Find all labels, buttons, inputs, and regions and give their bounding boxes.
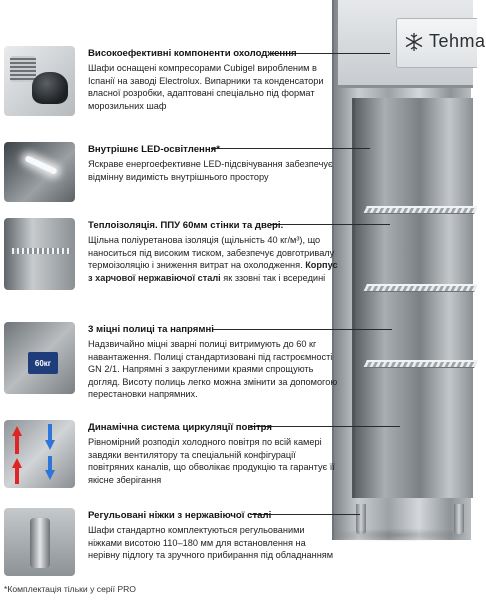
shelf-rail: [12, 248, 72, 254]
pointer-line: [270, 224, 390, 225]
compressor-icon: [4, 46, 75, 116]
led-light-icon: [4, 142, 75, 202]
footnote: *Комплектація тільки у серії PRO: [4, 584, 136, 594]
arrow-stem: [15, 468, 19, 484]
arrow-stem: [15, 436, 19, 454]
leg: [30, 518, 50, 568]
pointer-line: [250, 426, 400, 427]
description-text: як ззовні так і всередині: [220, 272, 326, 283]
feature-description: [88, 234, 340, 284]
condenser-coil: [10, 56, 36, 82]
load-badge: 60кг: [28, 352, 58, 374]
airflow-arrows-icon: [4, 420, 75, 488]
feature-air-circulation: [0, 420, 471, 492]
pointer-line: [212, 148, 370, 149]
arrow-stem: [48, 456, 52, 470]
feature-description: Надзвичайно міцні зварні полиці витримують до 60 кг навантаження. Полиці стандартизовані під гастроємності GN 2/1. Напрямні з закругленими краями спрощують догляд. Висоту полиць легко можна змінити за допомогою перестановки напрямних.: [88, 339, 338, 400]
feature-description: Шафи оснащені компресорами Cubigel виробленим в Іспанії на заводі Electrolux. Випарники та конденсатори власної розробки, адаптовані спеціально під формат морозильних шаф: [88, 63, 324, 111]
feature-description: Шафи стандартно комплектуються регульованими ніжками висотою 110–180 мм для встановлення на нерівну підлогу та зручного прибирання під обладнанням: [88, 525, 334, 561]
brand-name: Tehma: [429, 31, 486, 51]
feature-shelves: [0, 322, 471, 412]
feature-title: Динамічна система циркуляції повітря: [88, 422, 272, 433]
feature-cooling-components: [0, 46, 471, 120]
insulation-icon: [4, 218, 75, 290]
arrow-up-icon: [12, 458, 22, 468]
feature-title: Високоефективні компоненти охолодження: [88, 48, 297, 59]
feature-title: Регульовані ніжки з нержавіючої сталі: [88, 510, 272, 521]
feature-description: Рівномірний розподіл холодного повітря по всій камері завдяки вентилятору та спеціальній конфігурації повітряних каналів, що обволікає продукцію та гарантує її якісне зберігання: [88, 437, 335, 485]
feature-title: Внутрішнє LED-освітлення*: [88, 144, 220, 155]
feature-insulation: [0, 218, 471, 298]
arrow-down-icon: [45, 470, 55, 480]
adjustable-leg-icon: [4, 508, 75, 576]
compressor-unit: [32, 72, 68, 104]
led-strip: [24, 155, 57, 175]
feature-adjustable-legs: [0, 508, 471, 580]
shelf-load-icon: [4, 322, 75, 394]
description-emphasis: Корпус з харчової нержавіючої сталі: [88, 260, 338, 283]
arrow-up-icon: [12, 426, 22, 436]
pointer-line: [212, 329, 392, 330]
feature-led-lighting: [0, 142, 471, 202]
feature-title: Теплоізоляція. ППУ 60мм стінки та двері.: [88, 220, 284, 231]
arrow-stem: [48, 424, 52, 440]
arrow-down-icon: [45, 440, 55, 450]
shelf: [363, 206, 478, 214]
description-text: Щільна поліуретанова ізоляція (щільність 40 кг/м³), що наноситься під високим тиском, забезпечує довготривалу термоізоляцію і зниження витрат на охолодження.: [88, 235, 335, 271]
feature-description: Яскраве енергоефективне LED-підсвічування забезпечує відмінну видимість внутрішнього простору: [88, 159, 333, 182]
feature-title: 3 міцні полиці та напрямні: [88, 324, 214, 335]
